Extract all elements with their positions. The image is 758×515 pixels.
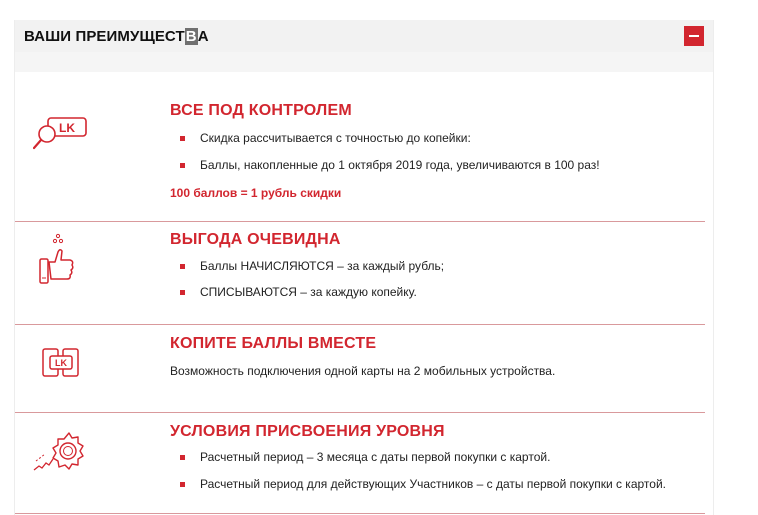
magnifier-lukoil-icon: [33, 114, 89, 159]
collapse-button[interactable]: [684, 26, 704, 46]
svg-text:LK: LK: [59, 121, 75, 135]
bullet-marker: [180, 264, 185, 269]
bullet-marker: [180, 163, 185, 168]
panel-header[interactable]: [15, 20, 713, 52]
list-item-text: Скидка рассчитывается с точностью до копейки:: [200, 131, 471, 145]
bullet-marker: [180, 482, 185, 487]
list-item-text: Расчетный период для действующих Участников – с даты первой покупки с картой.: [200, 477, 666, 491]
list-item: [180, 450, 550, 464]
minus-icon: [689, 35, 699, 37]
section-title: УСЛОВИЯ ПРИСВОЕНИЯ УРОВНЯ: [170, 423, 445, 440]
list-item: [180, 158, 600, 172]
list-item-text: Баллы НАЧИСЛЯЮТСЯ – за каждый рубль;: [200, 259, 445, 273]
panel-title-text-end: А: [197, 28, 209, 45]
bullet-marker: [180, 290, 185, 295]
bullet-marker: [180, 136, 185, 141]
two-phones-lukoil-icon: [42, 347, 80, 384]
list-item: [180, 131, 471, 145]
list-item: [180, 477, 666, 491]
bullet-marker: [180, 455, 185, 460]
list-item-text: Расчетный период – 3 месяца с даты первой покупки с картой.: [200, 450, 551, 464]
panel-title-text: ВАШИ ПРЕИМУЩЕСТ: [24, 28, 185, 45]
rosette-level-icon: [33, 430, 85, 479]
text-cursor-highlight: В: [185, 28, 197, 45]
advantages-content: [15, 72, 713, 515]
list-item-text: Баллы, накопленные до 1 октября 2019 года, увеличиваются в 100 раз!: [200, 158, 600, 172]
advantages-panel: [14, 20, 714, 515]
svg-text:LK: LK: [55, 358, 67, 368]
thumbs-up-phone-icon: [39, 232, 79, 293]
section-divider: [15, 513, 705, 514]
list-item: [180, 259, 444, 273]
section-title: ВЫГОДА ОЧЕВИДНА: [170, 231, 341, 248]
section-text: Возможность подключения одной карты на 2 мобильных устройства.: [170, 364, 556, 378]
list-item-text: СПИСЫВАЮТСЯ – за каждую копейку.: [200, 285, 417, 299]
section-divider: [15, 412, 705, 413]
panel-title: [24, 28, 209, 45]
list-item: [180, 285, 417, 299]
points-rate-note: 100 баллов = 1 рубль скидки: [170, 186, 342, 200]
section-divider: [15, 221, 705, 222]
section-title: ВСЕ ПОД КОНТРОЛЕМ: [170, 102, 352, 119]
section-divider: [15, 324, 705, 325]
section-title: КОПИТЕ БАЛЛЫ ВМЕСТЕ: [170, 335, 377, 352]
